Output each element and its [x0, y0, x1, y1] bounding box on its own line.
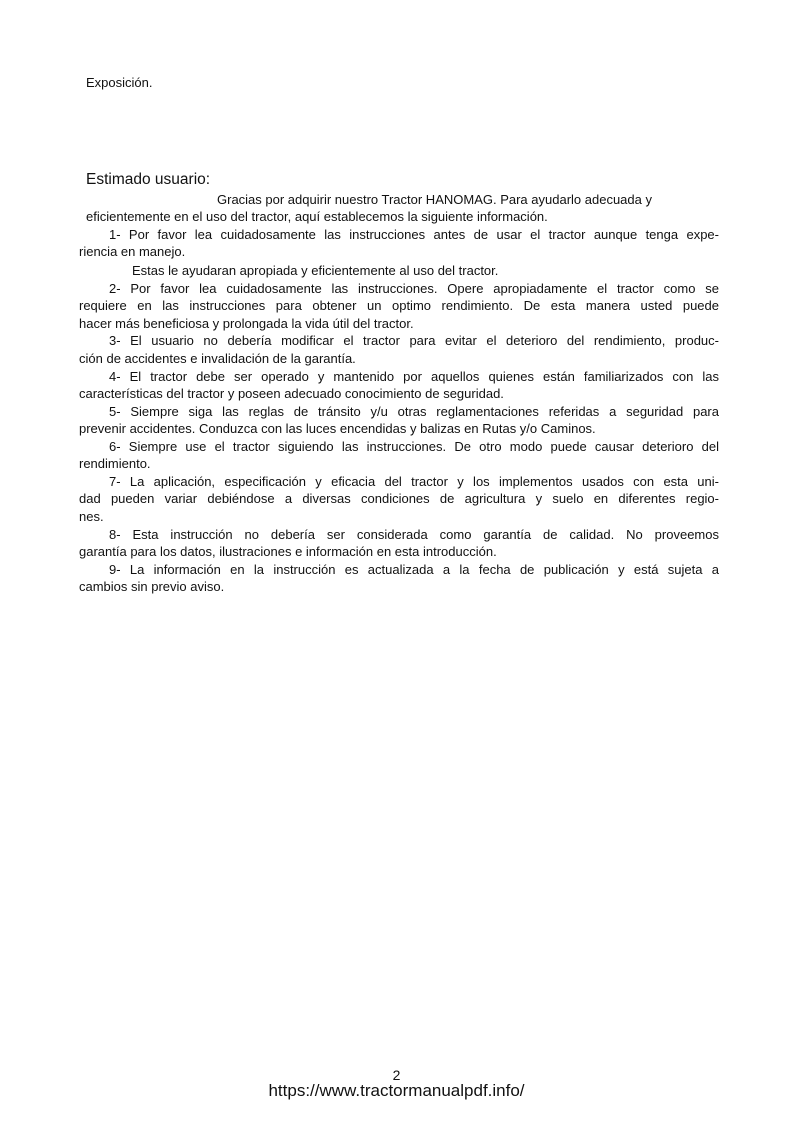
- page-number: 2: [392, 1067, 401, 1083]
- greeting: Estimado usuario:: [86, 171, 211, 188]
- body-line: prevenir accidentes. Conduzca con las luces encendidas y balizas en Rutas y/o Caminos.: [79, 421, 596, 436]
- body-line: 4- El tractor debe ser operado y mantenido por aquellos quienes están familiarizados con las: [109, 369, 719, 384]
- body-line: 6- Siempre use el tractor siguiendo las instrucciones. De otro modo puede causar deterioro del: [109, 439, 719, 454]
- body-line: requiere en las instrucciones para obtener un optimo rendimiento. De esta manera usted puede: [79, 298, 719, 313]
- body-line: 2- Por favor lea cuidadosamente las instrucciones. Opere apropiadamente el tractor como se: [109, 281, 719, 296]
- body-line: riencia en manejo.: [79, 244, 186, 259]
- body-line: ción de accidentes e invalidación de la garantía.: [79, 351, 356, 366]
- body-line: cambios sin previo aviso.: [79, 579, 225, 594]
- body-line: garantía para los datos, ilustraciones e información en esta introducción.: [79, 544, 497, 559]
- body-line: rendimiento.: [79, 456, 151, 471]
- body-line: dad pueden variar debiéndose a diversas condiciones de agricultura y suelo en diferentes regio-: [79, 491, 719, 506]
- body-line: 9- La información en la instrucción es actualizada a la fecha de publicación y está sujeta a: [109, 562, 719, 577]
- body-line: 7- La aplicación, especificación y eficacia del tractor y los implementos usados con esta uni-: [109, 474, 719, 489]
- body-line: eficientemente en el uso del tractor, aquí establecemos la siguiente información.: [86, 209, 548, 224]
- body-line: 5- Siempre siga las reglas de tránsito y/u otras reglamentaciones referidas a seguridad para: [109, 404, 719, 419]
- body-line: 8- Esta instrucción no debería ser considerada como garantía de calidad. No proveemos: [109, 527, 719, 542]
- body-line: Gracias por adquirir nuestro Tractor HANOMAG. Para ayudarlo adecuada y: [217, 192, 652, 207]
- body-line: nes.: [79, 509, 104, 524]
- body-line: Estas le ayudaran apropiada y eficientemente al uso del tractor.: [132, 263, 499, 278]
- body-line: hacer más beneficiosa y prolongada la vida útil del tractor.: [79, 316, 414, 331]
- section-heading: Exposición.: [86, 75, 153, 90]
- footer-url[interactable]: https://www.tractormanualpdf.info/: [268, 1081, 525, 1100]
- body-line: características del tractor y poseen adecuado conocimiento de seguridad.: [79, 386, 504, 401]
- body-line: 3- El usuario no debería modificar el tractor para evitar el deterioro del rendimiento, produc-: [109, 333, 719, 348]
- body-line: 1- Por favor lea cuidadosamente las instrucciones antes de usar el tractor aunque tenga expe-: [109, 227, 719, 242]
